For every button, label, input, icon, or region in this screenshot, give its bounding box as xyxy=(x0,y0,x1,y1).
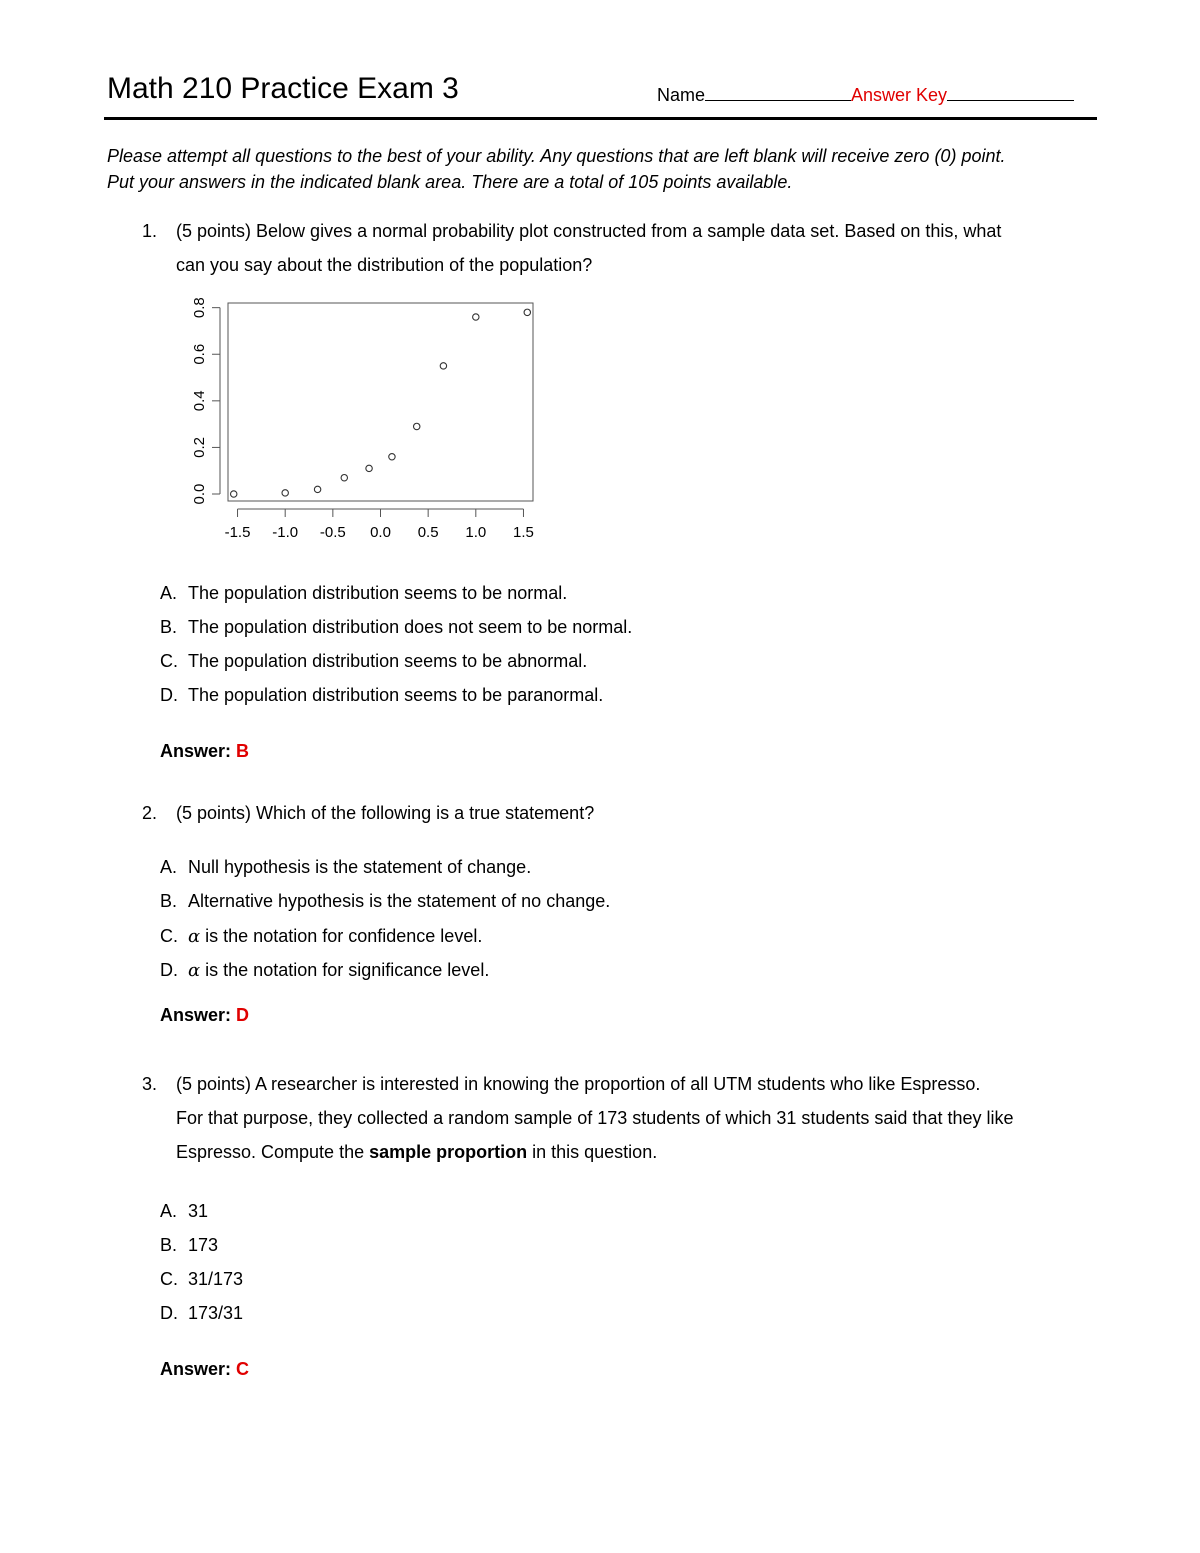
option-d xyxy=(160,960,489,981)
option-letter: C. xyxy=(160,926,178,946)
option-text: 173 xyxy=(188,1235,219,1255)
alpha-symbol: α xyxy=(188,960,201,981)
option-letter: B. xyxy=(160,617,178,637)
answer-3 xyxy=(160,1359,249,1380)
y-tick-label: 0.6 xyxy=(191,343,208,365)
instructions-line-1: Please attempt all questions to the best of your ability. Any questions that are left blank will receive zero (0) point. xyxy=(107,146,1006,166)
question-3 xyxy=(142,1067,1142,1169)
question-text-line: (5 points) A researcher is interested in knowing the proportion of all UTM students who like Espresso. xyxy=(176,1074,981,1094)
y-axis xyxy=(191,297,220,504)
y-tick-label: 0.4 xyxy=(191,390,208,412)
answer-label: Answer: xyxy=(160,1005,232,1025)
name-blank-underline-end xyxy=(947,84,1074,101)
option-letter: A. xyxy=(160,1201,178,1221)
option-text: 173/31 xyxy=(188,1303,244,1323)
option-text: 31/173 xyxy=(188,1269,244,1289)
option-b xyxy=(160,617,632,638)
question-text-part: in this question. xyxy=(527,1142,658,1162)
option-letter: A. xyxy=(160,583,178,603)
question-text-line: can you say about the distribution of the population? xyxy=(176,255,593,275)
option-c xyxy=(160,926,482,947)
answer-value: D xyxy=(236,1005,250,1025)
option-text: 31 xyxy=(188,1201,209,1221)
option-d xyxy=(160,1303,243,1324)
question-text xyxy=(176,214,1001,282)
option-c xyxy=(160,651,587,672)
option-b xyxy=(160,891,610,912)
data-point xyxy=(440,363,446,369)
option-text: The population distribution does not seem to be normal. xyxy=(188,617,633,637)
instructions-line-2: Put your answers in the indicated blank area. There are a total of 105 points available. xyxy=(107,172,793,192)
question-text xyxy=(176,1067,1013,1169)
x-tick-label: 0.5 xyxy=(417,524,439,541)
x-tick-label: -1.0 xyxy=(272,524,299,541)
instructions xyxy=(107,143,1107,195)
option-text: is the notation for significance level. xyxy=(200,960,490,980)
option-letter: B. xyxy=(160,1235,178,1255)
question-text-line: (5 points) Below gives a normal probability plot constructed from a sample data set. Based on this, what xyxy=(176,221,1002,241)
option-letter: D. xyxy=(160,685,178,705)
option-text: is the notation for confidence level. xyxy=(200,926,483,946)
option-text: Null hypothesis is the statement of change. xyxy=(188,857,532,877)
option-a xyxy=(160,857,531,878)
header-rule xyxy=(104,117,1097,120)
answer-2 xyxy=(160,1005,249,1026)
name-blank-underline xyxy=(705,84,851,101)
question-number: 3. xyxy=(142,1074,158,1094)
question-text xyxy=(176,796,594,830)
answer-label: Answer: xyxy=(160,741,232,761)
option-letter: D. xyxy=(160,960,178,980)
option-letter: D. xyxy=(160,1303,178,1323)
option-c xyxy=(160,1269,243,1290)
data-point xyxy=(314,486,320,492)
question-text-line: For that purpose, they collected a random sample of 173 students of which 31 students said that they like xyxy=(176,1108,1014,1128)
question-text-line: (5 points) Which of the following is a true statement? xyxy=(176,803,595,823)
question-text-part: Espresso. Compute the xyxy=(176,1142,370,1162)
option-text: The population distribution seems to be abnormal. xyxy=(188,651,588,671)
y-tick-label: 0.0 xyxy=(191,483,208,505)
name-label: Name xyxy=(657,85,706,105)
question-2 xyxy=(142,796,1142,830)
option-letter: C. xyxy=(160,651,178,671)
option-b xyxy=(160,1235,218,1256)
question-number: 1. xyxy=(142,221,158,241)
data-point xyxy=(341,475,347,481)
data-point xyxy=(524,309,530,315)
option-letter: A. xyxy=(160,857,178,877)
data-points xyxy=(231,309,531,497)
alpha-symbol: α xyxy=(188,926,201,947)
answer-value: B xyxy=(236,741,250,761)
data-point xyxy=(231,491,237,497)
answer-1 xyxy=(160,741,249,762)
option-a xyxy=(160,583,567,604)
question-number: 2. xyxy=(142,803,158,823)
page-title: Math 210 Practice Exam 3 xyxy=(107,72,459,105)
y-tick-label: 0.2 xyxy=(191,436,208,458)
x-tick-label: 1.5 xyxy=(513,524,534,541)
data-point xyxy=(366,465,372,471)
question-text-emphasis: sample proportion xyxy=(369,1142,528,1162)
name-value: Answer Key xyxy=(851,85,948,105)
answer-value: C xyxy=(236,1359,250,1379)
plot-frame xyxy=(228,303,533,501)
option-text: The population distribution seems to be normal. xyxy=(188,583,568,603)
option-d xyxy=(160,685,603,706)
answer-label: Answer: xyxy=(160,1359,232,1379)
question-1 xyxy=(142,214,1142,284)
y-tick-label: 0.8 xyxy=(191,297,208,319)
name-field xyxy=(657,84,1074,106)
data-point xyxy=(473,314,479,320)
data-point xyxy=(414,423,420,429)
x-tick-label: -0.5 xyxy=(319,524,346,541)
option-text: The population distribution seems to be paranormal. xyxy=(188,685,604,705)
x-tick-label: 1.0 xyxy=(465,524,487,541)
option-a xyxy=(160,1201,208,1222)
data-point xyxy=(282,490,288,496)
data-point xyxy=(389,454,395,460)
x-tick-label: -1.5 xyxy=(224,524,251,541)
question-text-line xyxy=(176,1135,1013,1169)
option-letter: B. xyxy=(160,891,178,911)
x-axis xyxy=(225,509,534,541)
x-tick-label: 0.0 xyxy=(370,524,391,541)
normal-probability-plot xyxy=(180,285,550,550)
option-text: Alternative hypothesis is the statement of no change. xyxy=(188,891,611,911)
option-letter: C. xyxy=(160,1269,178,1289)
